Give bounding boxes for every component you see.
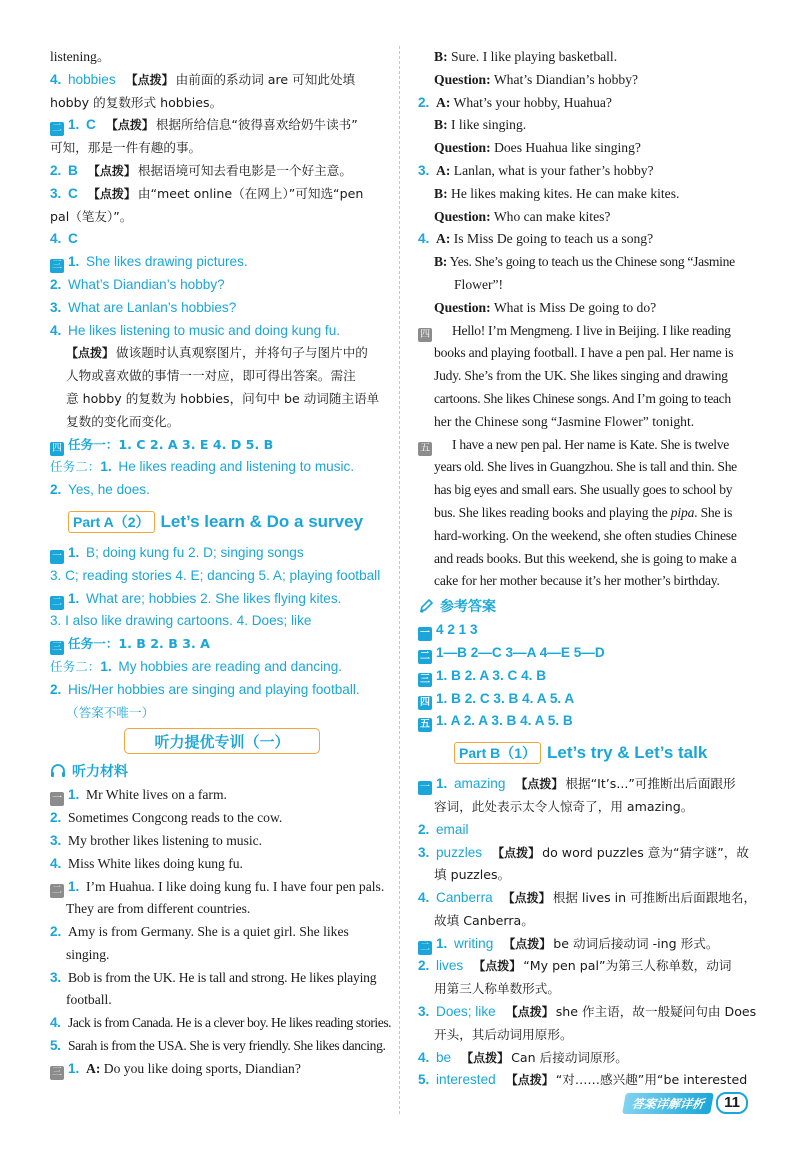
hint-tag: 【点拨】: [87, 163, 136, 178]
answer: 1. B 2. C 3. B 4. A 5. A: [436, 690, 575, 706]
answer-line: [50, 656, 382, 679]
answer-line: [50, 565, 382, 588]
dialogue-text: Flower”!: [454, 276, 504, 292]
answer: B; doing kung fu 2. D; singing songs: [86, 544, 304, 560]
dialogue-line: [418, 206, 750, 229]
dialogue-text: What’s your hobby, Huahua?: [453, 94, 612, 110]
item-number: 1.: [436, 935, 448, 951]
hint-line: [50, 342, 382, 365]
answer: 任务一：1. B 2. B 3. A: [68, 636, 210, 652]
answer-line: [418, 619, 750, 642]
answer: 4 2 1 3: [436, 622, 478, 638]
section-badge: 三: [52, 642, 62, 654]
material-line: [50, 989, 382, 1012]
answer-line: [50, 274, 382, 297]
speaker-label: A:: [436, 231, 451, 247]
hint-tag: 【点拨】: [125, 72, 174, 87]
question-label: Question:: [434, 299, 491, 315]
material-text: Do you like doing sports, Diandian?: [103, 1060, 301, 1076]
part-title: Let’s learn & Do a survey: [160, 511, 364, 531]
answer-line: [50, 633, 382, 656]
material-line: [50, 1012, 392, 1035]
passage-text: cake for her mother because it’s her mother’s birthday.: [434, 573, 720, 589]
dialogue-line: [418, 274, 750, 297]
answer: He likes listening to music and doing kung fu.: [68, 322, 341, 338]
item-number: 4.: [418, 890, 430, 906]
answer-line: [50, 542, 382, 565]
section-badge: 四: [418, 328, 432, 342]
text-line: [418, 978, 750, 1001]
material-line: [50, 921, 382, 944]
item-number: 3.: [418, 844, 430, 860]
material-line: [50, 898, 382, 921]
answer-line: [418, 665, 750, 688]
text-line: [50, 206, 382, 229]
text: 复数的变化而变化。: [66, 413, 180, 429]
passage-line: [418, 320, 750, 343]
speaker-label: A:: [436, 94, 451, 110]
question-label: Question:: [434, 208, 491, 224]
hint-text: 根据 lives in 可推断出后面跟地名，: [552, 890, 757, 906]
passage-italic: pipa: [670, 504, 695, 520]
dialogue-line: [418, 183, 750, 206]
material-text: Sometimes Congcong reads to the cow.: [68, 810, 283, 826]
hint-text: 根据“It’s...”可推断出后面跟形: [565, 776, 736, 792]
speaker-label: B:: [434, 49, 448, 64]
answer-line: [50, 297, 382, 320]
passage-text: hard-working. On the weekend, she often studies Chinese: [434, 527, 737, 543]
passage-line: [418, 479, 750, 502]
passage-text: has big eyes and small ears. She usually goes to school by: [434, 482, 733, 498]
text-line: [50, 411, 382, 434]
headphones-icon: [50, 763, 66, 779]
item-number: 1.: [436, 776, 448, 792]
passage-line: [418, 365, 750, 388]
materials-heading: [50, 758, 382, 784]
hint-tag: 【点拨】: [492, 845, 541, 860]
answer: B: [68, 162, 78, 178]
section-badge: 四: [52, 442, 62, 454]
section-heading: [68, 508, 382, 536]
item-number: 1.: [68, 544, 80, 560]
answer: puzzles: [436, 844, 483, 860]
section-badge: 二: [52, 884, 62, 896]
answer: be: [436, 1049, 452, 1065]
answer-line: [418, 710, 750, 733]
materials-title: 听力材料: [72, 764, 128, 781]
answer-line: [50, 588, 382, 611]
section-badge: 三: [52, 260, 62, 272]
material-text: Bob is from the UK. He is tall and strong. He likes playing: [68, 969, 377, 985]
text-line: [418, 864, 750, 887]
listening-title: 听力提优专训（一）: [154, 732, 290, 751]
task-label: 任务二：: [50, 459, 101, 475]
question-label: Question:: [434, 71, 491, 87]
item-number: 2.: [50, 810, 62, 826]
item-number: 1.: [68, 787, 80, 803]
dialogue-text: Is Miss De going to teach us a song?: [453, 231, 654, 247]
hint-tag: 【点拨】: [505, 1005, 554, 1020]
hint-tag: 【点拨】: [503, 936, 552, 951]
answer: email: [436, 821, 469, 837]
passage-text: books and playing football. I have a pen pal. Her name is: [434, 345, 734, 361]
answer-line: [50, 114, 382, 137]
dialogue-text: What’s Diandian’s hobby?: [493, 71, 639, 87]
text: listening。: [50, 49, 111, 64]
passage-line: [418, 548, 750, 571]
item-number: 1.: [100, 658, 112, 674]
answer: Canberra: [436, 890, 493, 906]
answer: writing: [454, 935, 494, 951]
material-text: Jack is from Canada. He is a clever boy. He likes reading stories.: [68, 1015, 392, 1031]
material-line: [50, 876, 385, 899]
answer-line: [418, 955, 750, 978]
hint-text: 根据语境可知去看电影是一个好主意。: [137, 162, 352, 178]
material-text: Amy is from Germany. She is a quiet girl. She likes: [68, 924, 349, 940]
dialogue-text: Lanlan, what is your father’s hobby?: [453, 162, 654, 178]
answer-line: [418, 688, 750, 711]
item-number: 1.: [68, 117, 80, 133]
text-line: [50, 46, 382, 69]
left-column: [50, 46, 392, 1081]
hint-tag: 【点拨】: [473, 959, 522, 974]
passage-text: years old. She lives in Guangzhou. She is tall and thin. She: [434, 459, 737, 475]
answer-line: [418, 933, 750, 956]
passage-text: . She is: [694, 504, 733, 520]
text: 可知，那是一件有趣的事。: [50, 140, 202, 156]
passage-text: Hello! I’m Mengmeng. I live in Beijing. I like reading: [452, 322, 731, 338]
item-number: 4.: [418, 1049, 430, 1065]
dialogue-text: What is Miss De going to do?: [493, 299, 657, 315]
item-number: 4.: [50, 322, 62, 338]
item-number: 5.: [50, 1038, 61, 1054]
item-number: 2.: [418, 94, 430, 110]
hint-text: 根据所给信息“彼得喜欢给奶牛读书”: [155, 117, 358, 133]
section-badge: 五: [420, 719, 430, 731]
item-number: 1.: [68, 254, 80, 270]
page-footer: [624, 1092, 748, 1114]
text: pal（笔友）”。: [50, 208, 133, 224]
answer-line: [50, 69, 382, 92]
pencil-icon: [418, 598, 434, 614]
item-number: 4.: [50, 855, 62, 871]
passage-line: [418, 502, 750, 525]
material-line: [50, 830, 382, 853]
passage-text: I have a new pen pal. Her name is Kate. She is twelve: [452, 436, 730, 452]
item-number: 4.: [50, 1015, 61, 1031]
speaker-label: B:: [434, 254, 447, 270]
answer: hobbies: [68, 71, 116, 87]
hint-text: “My pen pal”为第三人称单数，动词: [523, 958, 732, 974]
answer-line: [50, 610, 382, 633]
answer-line: [418, 1001, 757, 1024]
answer: She likes drawing pictures.: [86, 254, 248, 270]
text: 填 puzzles。: [434, 867, 511, 883]
dialogue-line: [418, 251, 750, 274]
material-line: [50, 944, 382, 967]
text: 开头，其后动词用原形。: [434, 1026, 573, 1042]
answer: What’s Diandian’s hobby?: [68, 276, 225, 292]
column-divider: [399, 46, 400, 1114]
reference-heading: [418, 593, 750, 619]
answer-line: [418, 819, 750, 842]
item-number: 1.: [100, 459, 112, 475]
hint-text: be 动词后接动词 -ing 形式。: [553, 935, 719, 951]
text: hobby 的复数形式 hobbies。: [50, 94, 223, 110]
answer: 3. C; reading stories 4. E; dancing 5. A; playing football: [50, 567, 381, 583]
hint-tag: 【点拨】: [505, 1073, 554, 1088]
passage-line: [418, 342, 750, 365]
text: 意 hobby 的复数为 hobbies，问句中 be 动词随主语单: [66, 390, 380, 406]
answer-line: [418, 1047, 750, 1070]
material-line: [50, 1058, 382, 1081]
text: 故填 Canberra。: [434, 912, 534, 928]
hint-tag: 【点拨】: [87, 186, 136, 201]
section-badge: 二: [420, 650, 430, 662]
note: （答案不唯一）: [66, 704, 155, 720]
answer: C: [68, 231, 78, 247]
hint-tag: 【点拨】: [461, 1050, 510, 1065]
answer: My hobbies are reading and dancing.: [118, 658, 343, 674]
dialogue-line: [418, 297, 750, 320]
item-number: 3.: [50, 969, 61, 985]
dialogue-line: [418, 114, 750, 137]
passage-text: Judy. She’s from the UK. She likes singing and drawing: [434, 368, 728, 384]
section-badge: 一: [420, 628, 430, 640]
item-number: 2.: [50, 162, 62, 178]
text-line: [418, 1024, 750, 1047]
answer-line: [50, 183, 382, 206]
speaker-label: A:: [86, 1060, 101, 1076]
answer: What are Lanlan’s hobbies?: [68, 299, 237, 315]
answer: His/Her hobbies are singing and playing football.: [68, 681, 360, 697]
part-label: Part A（2）: [68, 511, 155, 533]
answer-line: [50, 479, 382, 502]
passage-text: and reads books. But this weekend, she is going to make a: [434, 550, 737, 566]
answer: 1—B 2—C 3—A 4—E 5—D: [436, 644, 605, 660]
passage-line: [418, 411, 750, 434]
answer-line: [50, 456, 382, 479]
answer: amazing: [454, 776, 506, 792]
material-line: [50, 967, 382, 990]
answer: 1. A 2. A 3. B 4. A 5. B: [436, 713, 573, 729]
answer-line: [50, 228, 382, 251]
hint-text: she 作主语，故一般疑问句由 Does: [555, 1004, 757, 1020]
item-number: 3.: [50, 832, 62, 848]
dialogue-text: Yes. She’s going to teach us the Chinese song “Jasmine: [449, 254, 735, 270]
item-number: 2.: [50, 924, 62, 940]
answer-line: [50, 160, 382, 183]
text-line: [50, 137, 382, 160]
section-badge: 二: [420, 941, 430, 953]
item-number: 2.: [418, 958, 430, 974]
speaker-label: A:: [436, 162, 451, 178]
answer: What are; hobbies 2. She likes flying kites.: [86, 590, 342, 606]
material-text: My brother likes listening to music.: [68, 832, 263, 848]
text: 容词，此处表示太令人惊奇了，用 amazing。: [434, 798, 694, 814]
section-badge: 三: [52, 1066, 62, 1078]
item-number: 3.: [50, 299, 62, 315]
text-line: [50, 388, 382, 411]
answer-line: [50, 679, 382, 702]
answer-line: [50, 434, 382, 457]
reference-title: 参考答案: [440, 599, 496, 616]
note-line: [50, 702, 382, 725]
answer-line: [50, 251, 382, 274]
hint-text: 由前面的系动词 are 可知此处填: [175, 71, 356, 87]
section-badge: 二: [52, 596, 62, 608]
answer: C: [86, 117, 96, 133]
item-number: 1.: [68, 590, 80, 606]
part-title: Let’s try & Let’s talk: [547, 743, 708, 763]
passage-text: cartoons. She likes Chinese songs. And I’m going to teach: [434, 390, 731, 406]
item-number: 3.: [418, 162, 430, 178]
text-line: [50, 92, 382, 115]
material-line: [50, 784, 382, 807]
text-line: [418, 796, 750, 819]
text: 用第三人称单数形式。: [434, 981, 560, 997]
hint-tag: 【点拨】: [502, 891, 551, 906]
passage-text: bus. She likes reading books and playing the: [434, 504, 671, 520]
hint-tag: 【点拨】: [515, 777, 564, 792]
section-badge: 四: [420, 696, 430, 708]
section-badge: 一: [52, 550, 62, 562]
answer: 1. B 2. A 3. C 4. B: [436, 667, 547, 683]
passage-line: [418, 570, 750, 593]
passage-line: [418, 525, 750, 548]
section-heading: [454, 739, 750, 767]
material-text: Miss White likes doing kung fu.: [68, 855, 243, 871]
section-badge: 一: [420, 782, 430, 794]
answer-line: [418, 842, 750, 865]
dialogue-line: [418, 160, 750, 183]
answer-line: [418, 887, 757, 910]
answer: C: [68, 185, 78, 201]
answer-line: [418, 642, 750, 665]
item-number: 2.: [418, 821, 430, 837]
material-text: I’m Huahua. I like doing kung fu. I have four pen pals.: [86, 878, 385, 894]
question-label: Question:: [434, 140, 491, 156]
answer: Yes, he does.: [68, 482, 150, 498]
material-text: football.: [66, 992, 112, 1008]
answer-line: [50, 320, 382, 343]
hint-text: do word puzzles 意为“猜字谜”，故: [542, 844, 749, 860]
passage-line: [418, 434, 750, 457]
right-column: [418, 46, 757, 1092]
material-text: Mr White lives on a farm.: [86, 787, 227, 803]
dialogue-text: Sure. I like playing basketball.: [451, 49, 618, 64]
text-line: [418, 910, 750, 933]
item-number: 1.: [68, 878, 80, 894]
material-line: [50, 853, 382, 876]
hint-text: 由“meet online（在网上）”可知选“pen: [137, 185, 364, 201]
dialogue-line: [418, 228, 750, 251]
text-line: [50, 365, 382, 388]
answer: interested: [436, 1072, 496, 1088]
task-label: 任务二：: [50, 658, 101, 674]
dialogue-text: He likes making kites. He can make kites.: [451, 185, 680, 201]
hint-text: Can 后接动词原形。: [511, 1049, 628, 1065]
dialogue-text: Does Huahua like singing?: [494, 140, 641, 156]
page-number: 11: [716, 1092, 748, 1114]
answer: lives: [436, 958, 464, 974]
dialogue-line: [418, 92, 750, 115]
item-number: 4.: [50, 231, 62, 247]
passage-line: [418, 388, 750, 411]
speaker-label: B:: [434, 117, 448, 133]
dialogue-text: I like singing.: [451, 117, 527, 133]
material-text: Sarah is from the USA. She is very friendly. She likes dancing.: [68, 1038, 386, 1054]
section-badge: 二: [52, 123, 62, 135]
section-badge: 三: [420, 673, 430, 685]
section-badge: 一: [52, 793, 62, 805]
item-number: 3.: [418, 1004, 430, 1020]
hint-tag: 【点拨】: [105, 118, 154, 133]
hint-tag: 【点拨】: [66, 346, 115, 361]
listening-heading: [124, 728, 320, 754]
item-number: 4.: [50, 71, 62, 87]
item-number: 3.: [50, 185, 62, 201]
material-line: [50, 807, 382, 830]
speaker-label: B:: [434, 185, 448, 201]
footer-label: 答案详解详析: [622, 1093, 714, 1114]
passage-line: [418, 456, 750, 479]
answer-line: [418, 1069, 750, 1092]
answer: He likes reading and listening to music.: [118, 459, 355, 475]
item-number: 2.: [50, 482, 62, 498]
dialogue-line: [418, 69, 750, 92]
item-number: 2.: [50, 681, 62, 697]
dialogue-line: [418, 46, 750, 69]
item-number: 1.: [68, 1060, 80, 1076]
section-badge: 五: [418, 442, 432, 456]
answer-line: [418, 773, 750, 796]
passage-text: her the Chinese song “Jasmine Flower” tonight.: [434, 413, 695, 429]
material-text: singing.: [66, 946, 110, 962]
item-number: 4.: [418, 231, 430, 247]
answer: 3. I also like drawing cartoons. 4. Does; like: [50, 613, 312, 629]
dialogue-text: Who can make kites?: [493, 208, 611, 224]
hint-text: “对……感兴趣”用“be interested: [555, 1072, 748, 1088]
dialogue-line: [418, 137, 750, 160]
material-text: They are from different countries.: [66, 901, 251, 917]
item-number: 2.: [50, 276, 62, 292]
item-number: 5.: [418, 1072, 430, 1088]
text: 人物或喜欢做的事情一一对应，即可得出答案。需注: [66, 368, 356, 384]
material-line: [50, 1035, 386, 1058]
answer: 任务一：1. C 2. A 3. E 4. D 5. B: [68, 436, 274, 452]
answer: Does; like: [436, 1004, 496, 1020]
hint-text: 做该题时认真观察图片，并将句子与图片中的: [116, 345, 368, 361]
part-label: Part B（1）: [454, 742, 541, 764]
